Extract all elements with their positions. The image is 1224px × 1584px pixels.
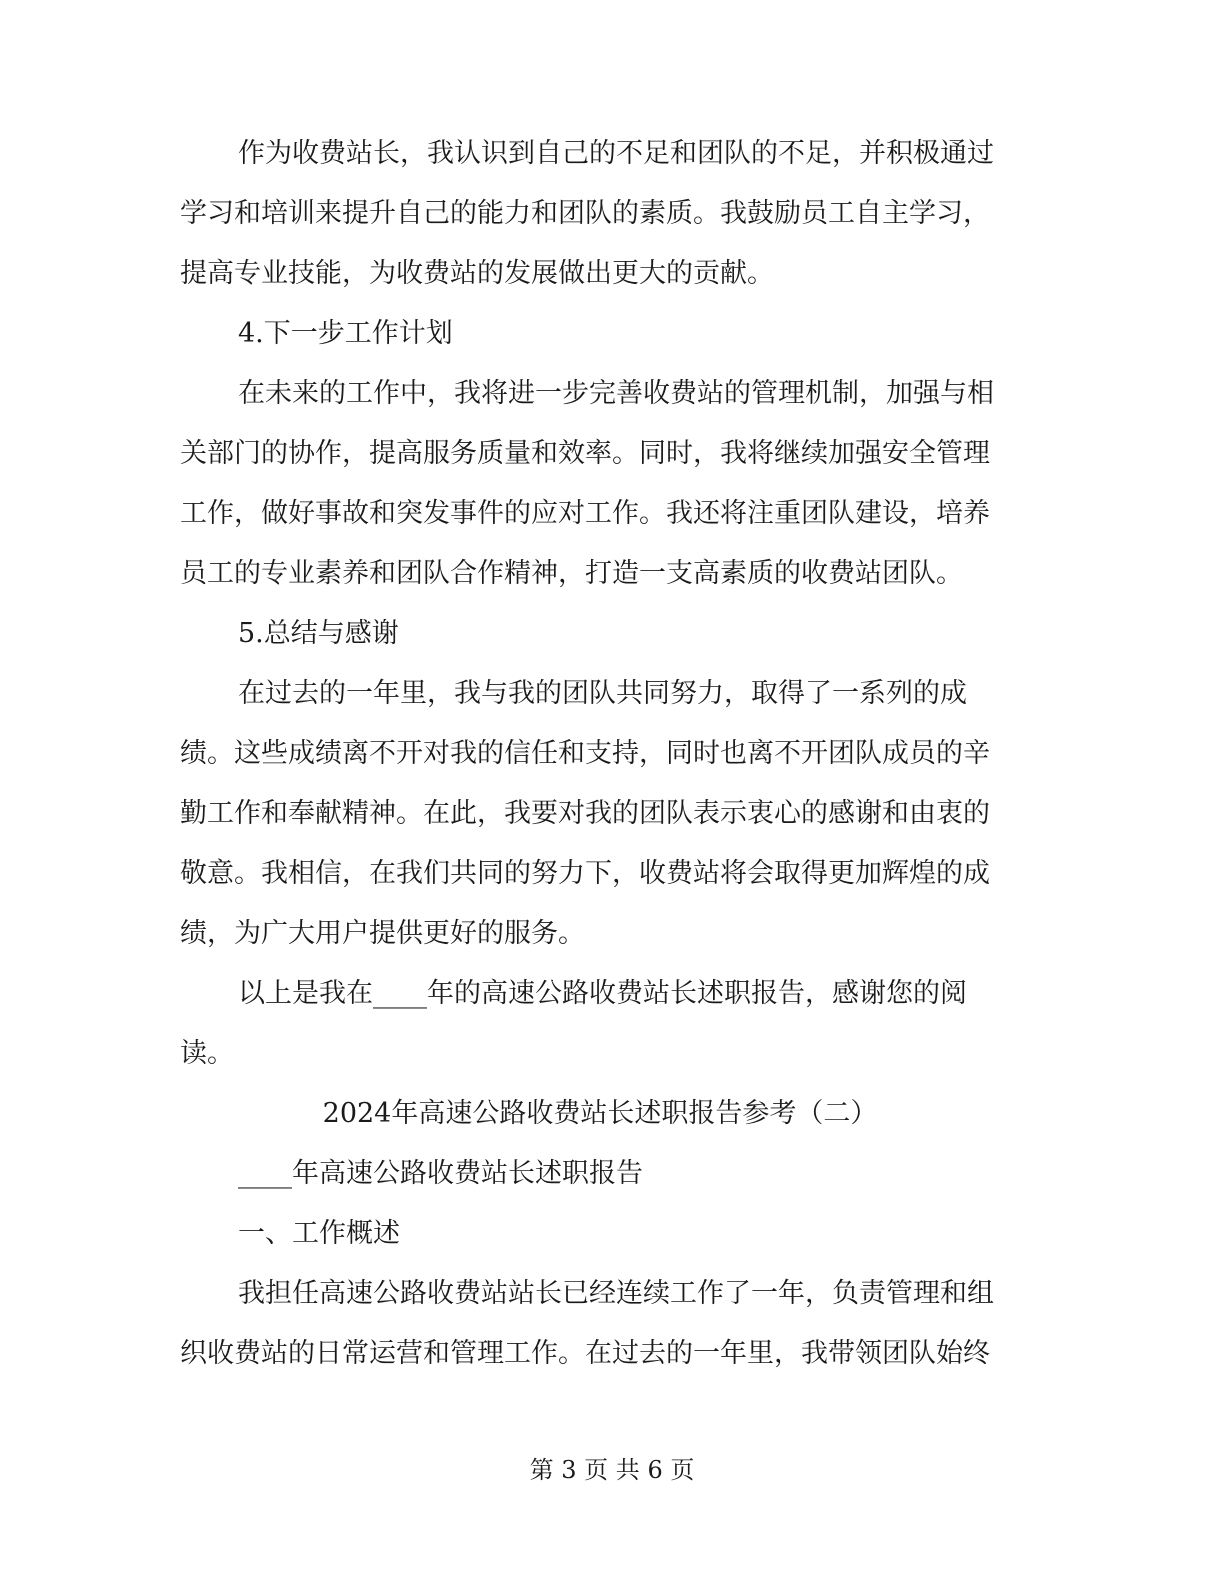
paragraph-line: 敬意。我相信，在我们共同的努力下，收费站将会取得更加辉煌的成 [180,858,990,889]
report-title: ____年高速公路收费站长述职报告 [238,1158,643,1189]
paragraph-line: 工作，做好事故和突发事件的应对工作。我还将注重团队建设，培养 [180,498,990,529]
paragraph-line: 关部门的协作，提高服务质量和效率。同时，我将继续加强安全管理 [180,438,990,469]
paragraph-line: 员工的专业素养和团队合作精神，打造一支高素质的收费站团队。 [180,558,963,589]
paragraph-line: 绩。这些成绩离不开对我的信任和支持，同时也离不开团队成员的辛 [180,738,990,769]
paragraph-line: 在过去的一年里，我与我的团队共同努力，取得了一系列的成 [238,678,967,709]
paragraph-line: 我担任高速公路收费站站长已经连续工作了一年，负责管理和组 [238,1278,994,1309]
paragraph-line: 学习和培训来提升自己的能力和团队的素质。我鼓励员工自主学习， [180,198,990,229]
section-heading-5: 5.总结与感谢 [238,618,399,649]
document-body [180,124,1020,1384]
paragraph-line: 读。 [180,1038,234,1069]
paragraph-line: 勤工作和奉献精神。在此，我要对我的团队表示衷心的感谢和由衷的 [180,798,990,829]
section-heading-one: 一、工作概述 [238,1218,400,1249]
paragraph-line: 提高专业技能，为收费站的发展做出更大的贡献。 [180,258,774,289]
paragraph-line: 在未来的工作中，我将进一步完善收费站的管理机制，加强与相 [238,378,994,409]
paragraph-line: 作为收费站长，我认识到自己的不足和团队的不足，并积极通过 [238,138,994,169]
section-title: 2024年高速公路收费站长述职报告参考（二） [322,1098,878,1129]
paragraph-line: 以上是我在____年的高速公路收费站长述职报告，感谢您的阅 [238,978,967,1009]
page-number-footer: 第 3 页 共 6 页 [529,1456,695,1484]
section-heading-4: 4.下一步工作计划 [238,318,453,349]
paragraph-line: 绩，为广大用户提供更好的服务。 [180,918,585,949]
paragraph-line: 织收费站的日常运营和管理工作。在过去的一年里，我带领团队始终 [180,1338,990,1369]
